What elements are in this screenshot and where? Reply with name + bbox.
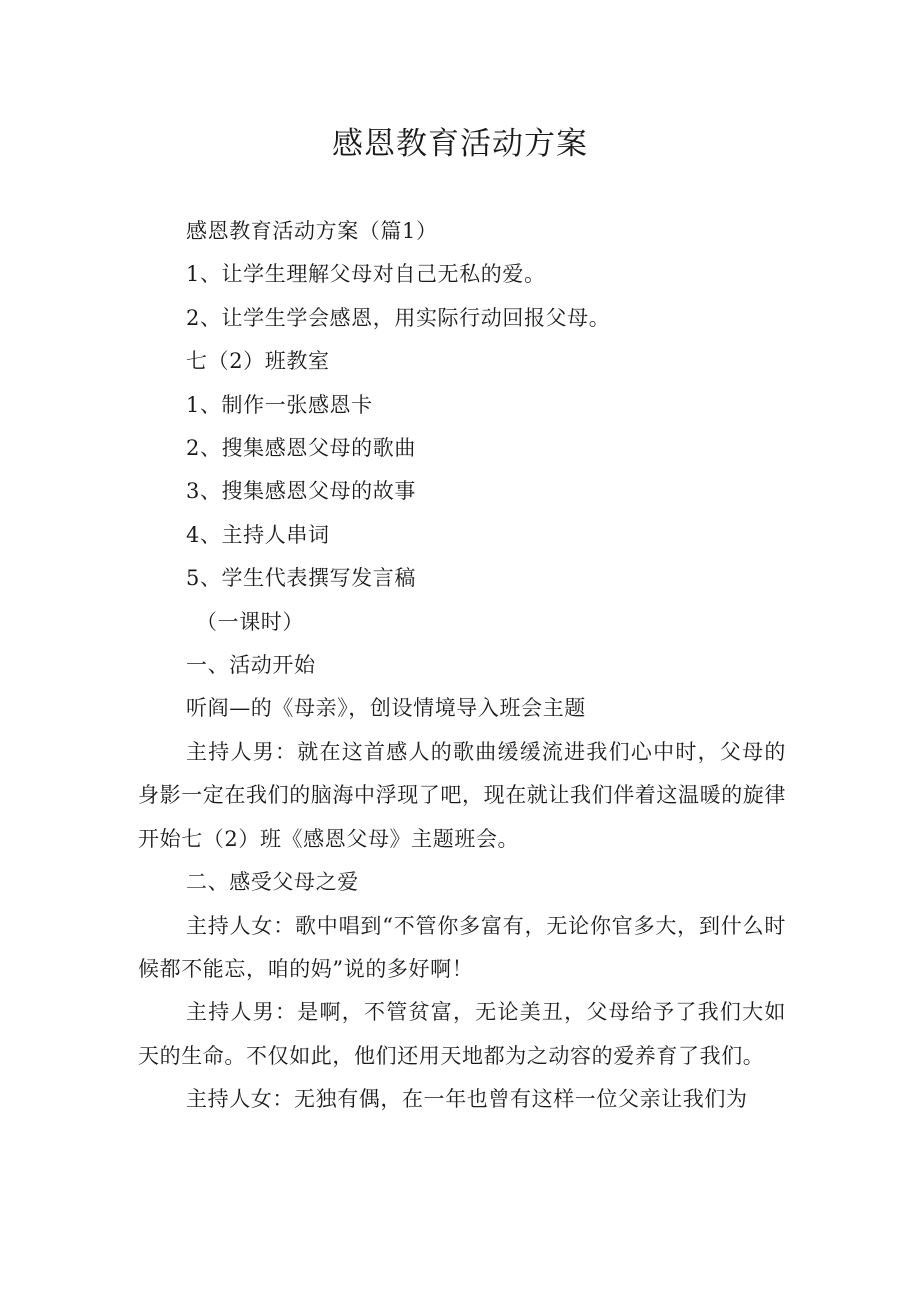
preparation-item: 3、搜集感恩父母的故事	[186, 479, 416, 504]
preparation-item: 1、制作一张感恩卡	[186, 392, 373, 417]
document-body	[138, 210, 786, 1122]
objective-item: 1、让学生理解父母对自己无私的爱。	[186, 262, 546, 287]
body-paragraph: 主持人女：无独有偶，在一年也曾有这样一位父亲让我们为	[186, 1087, 748, 1112]
preparation-item: 2、搜集感恩父母的歌曲	[186, 436, 416, 461]
preparation-item: 5、学生代表撰写发言稿	[186, 566, 416, 591]
body-paragraph: 主持人男：是啊，不管贫富，无论美丑，父母给予了我们大如天的生命。不仅如此，他们还用天地都为之动容的爱养育了我们。	[138, 1000, 786, 1068]
location-text: 七（2）班教室	[186, 349, 330, 374]
section-heading: 二、感受父母之爱	[186, 870, 359, 895]
preparation-item: 4、主持人串词	[186, 522, 330, 547]
section-heading: 一、活动开始	[186, 653, 316, 678]
section-heading: 感恩教育活动方案（篇1）	[186, 219, 438, 243]
duration-text: （一课时）	[196, 609, 304, 634]
body-paragraph: 听阎—的《母亲》，创设情境导入班会主题	[186, 696, 586, 721]
objective-item: 2、让学生学会感恩，用实际行动回报父母。	[186, 305, 611, 330]
body-paragraph: 主持人女：歌中唱到“不管你多富有，无论你官多大，到什么时候都不能忘，咱的妈”说的多好啊！	[138, 913, 786, 981]
document-title: 感恩教育活动方案	[332, 126, 588, 162]
body-paragraph: 主持人男：就在这首感人的歌曲缓缓流进我们心中时，父母的身影一定在我们的脑海中浮现了吧，现在就让我们伴着这温暖的旋律开始七（2）班《感恩父母》主题班会。	[138, 739, 786, 851]
